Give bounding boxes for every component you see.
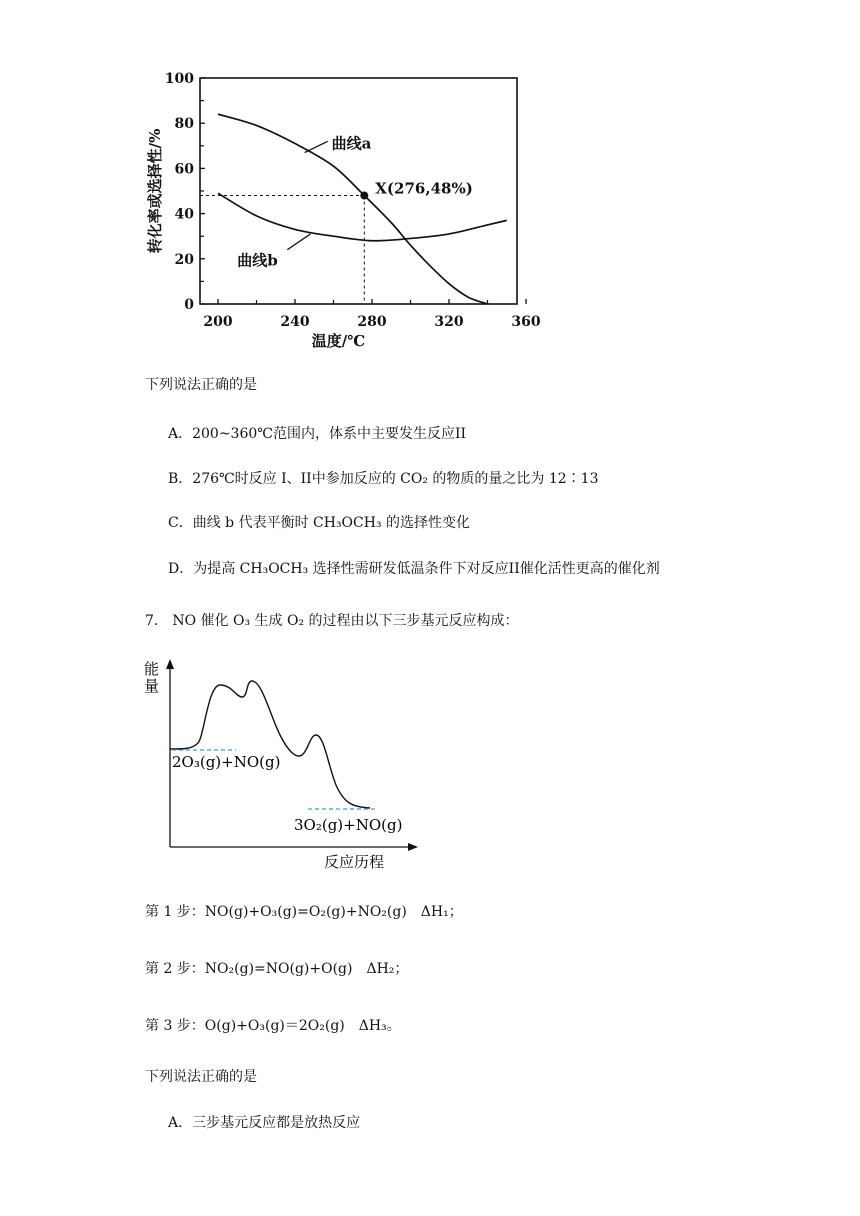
y-tick-label: 40 [174,206,194,223]
reaction-course-label: 反应历程 [324,853,385,871]
step-2-equation: 第 2 步：NO₂(g)=NO(g)+O(g) ΔH₂； [145,961,409,977]
x-tick-label: 240 [280,314,310,330]
x-axis-label: 温度/℃ [311,332,366,350]
y-tick-label: 80 [174,116,194,133]
y-tick-label: 100 [164,71,194,87]
start-level-label: 2O₃(g)+NO(g) [172,753,281,771]
step-3-equation: 第 3 步：O(g)+O₃(g)＝2O₂(g) ΔH₃。 [145,1018,401,1034]
question7-option-a: A．三步基元反应都是放热反应 [168,1115,361,1131]
series-a-leader [305,141,328,152]
question7-stem: 下列说法正确的是 [145,1069,257,1085]
question6-stem: 下列说法正确的是 [145,377,257,393]
energy-curve [170,681,370,808]
question7-intro-text: NO 催化 O₃ 生成 O₂ 的过程由以下三步基元反应构成： [172,613,519,629]
question6-option-a: A．200~360℃范围内，体系中主要发生反应II [168,426,467,442]
question6-option-b: B．276℃时反应 I、II中参加反应的 CO₂ 的物质的量之比为 12∶13 [168,471,599,487]
x-tick-label: 360 [511,314,541,330]
series-b-leader [287,234,310,250]
conversion-selectivity-chart [130,62,541,354]
x-tick-label: 320 [434,314,464,330]
series-b-label: 曲线b [237,251,278,270]
x-point-marker [360,192,368,200]
energy-profile-diagram [140,655,420,880]
question7-number: 7． [145,613,168,629]
energy-axis-label-2: 量 [144,677,160,695]
series-line-b [218,193,507,241]
y-tick-label: 60 [174,161,194,178]
series-a-label: 曲线a [331,134,372,153]
end-level-label: 3O₂(g)+NO(g) [294,816,403,834]
y-tick-label: 20 [174,251,194,268]
x-point-label: X(276,48%) [375,179,473,198]
energy-axis-label: 能 [144,660,160,678]
question7-intro [145,612,519,630]
question6-option-d: D．为提高 CH₃OCH₃ 选择性需研发低温条件下对反应II催化活性更高的催化剂 [168,561,660,577]
step-1-equation: 第 1 步：NO(g)+O₃(g)=O₂(g)+NO₂(g) ΔH₁； [145,904,463,920]
y-tick-label: 0 [184,297,194,313]
y-axis-label: 转化率或选择性/% [146,128,164,254]
x-tick-label: 280 [357,314,387,330]
x-tick-label: 200 [203,314,233,330]
question6-option-c: C．曲线 b 代表平衡时 CH₃OCH₃ 的选择性变化 [168,515,471,531]
